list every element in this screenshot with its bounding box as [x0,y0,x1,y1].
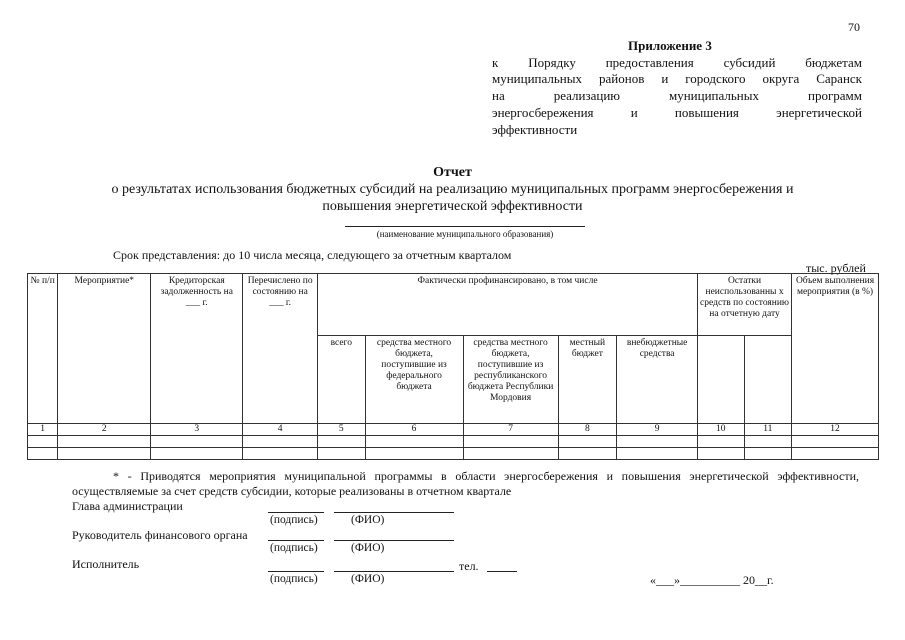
footnote-line-2: осуществляемые за счет средств субсидии, которые реализованы в отчетном квартале [72,484,512,498]
header-balance-b [744,336,792,424]
header-volume: Объем выполнения мероприятия (в %) [792,274,879,424]
head-sign-caption: (подпись) [270,514,318,526]
column-number: 6 [365,424,463,436]
head-name-caption: (ФИО) [351,514,385,526]
header-payable: Кредиторская задолженность на ___ г. [151,274,243,424]
appendix-line-1: к Порядку предоставления субсидий бюджетам [492,55,862,70]
head-sign-line[interactable] [268,512,324,513]
appendix-line-3: на реализацию муниципальных программ [492,88,862,103]
report-title: Отчет [433,165,472,180]
appendix-title: Приложение 3 [628,38,712,53]
finance-name-line[interactable] [334,540,454,541]
appendix-line-5: эффективности [492,122,578,137]
head-label: Глава администрации [72,499,183,513]
executor-name-line[interactable] [334,571,454,572]
executor-sign-caption: (подпись) [270,573,318,585]
table-row[interactable] [28,448,879,460]
executor-name-caption: (ФИО) [351,573,385,585]
phone-label: тел. [459,559,479,573]
appendix-line-2: муниципальных районов и городского округа Саранск [492,71,862,86]
municipality-caption: (наименование муниципального образования) [376,229,554,239]
header-local-republic: средства местного бюджета, поступившие из республиканского бюджета Республики Мордовия [463,336,558,424]
finance-name-caption: (ФИО) [351,542,385,554]
header-num: № п/п [28,274,58,424]
header-offbudget: внебюджетные средства [617,336,698,424]
finance-sign-caption: (подпись) [270,542,318,554]
column-number: 1 [28,424,58,436]
column-number: 8 [558,424,617,436]
report-subtitle-2: повышения энергетической эффективности [322,199,583,214]
executor-sign-line[interactable] [268,571,324,572]
header-financed: Фактически профинансировано, в том числе [318,274,698,336]
column-number: 9 [617,424,698,436]
units-label: тыс. рублей [806,261,866,275]
finance-sign-line[interactable] [268,540,324,541]
header-event: Мероприятие* [58,274,151,424]
header-transferred: Перечислено по состоянию на ___ г. [243,274,318,424]
column-number: 4 [243,424,318,436]
header-local-federal: средства местного бюджета, поступившие из федерального бюджета [365,336,463,424]
column-number: 12 [792,424,879,436]
head-name-line[interactable] [334,512,454,513]
phone-line[interactable] [487,571,517,572]
report-subtitle-1: о результатах использования бюджетных субсидий на реализацию муниципальных программ энергосбережения и [111,182,794,197]
appendix-line-4: энергосбережения и повышения энергетической [492,105,862,120]
header-balance: Остатки неиспользованны х средств по состоянию на отчетную дату [698,274,792,336]
footnote-line-1: * - Приводятся мероприятия муниципальной программы в области энергосбережения и повышения энергетической эффективности, [113,469,859,483]
header-local-budget: местный бюджет [558,336,617,424]
finance-head-label: Руководитель финансового органа [72,528,248,542]
column-number: 5 [318,424,366,436]
column-number: 7 [463,424,558,436]
date-field[interactable]: «___»__________ 20__г. [650,573,774,587]
column-number: 11 [744,424,792,436]
table-row[interactable] [28,436,879,448]
header-total: всего [318,336,366,424]
column-number: 2 [58,424,151,436]
municipality-line [345,226,585,227]
page-number: 70 [848,20,860,34]
report-table [27,273,879,460]
executor-label: Исполнитель [72,557,140,571]
column-number: 10 [698,424,744,436]
column-number: 3 [151,424,243,436]
column-number-row [28,424,879,436]
deadline-text: Срок представления: до 10 числа месяца, следующего за отчетным кварталом [113,248,512,262]
header-balance-a [698,336,744,424]
